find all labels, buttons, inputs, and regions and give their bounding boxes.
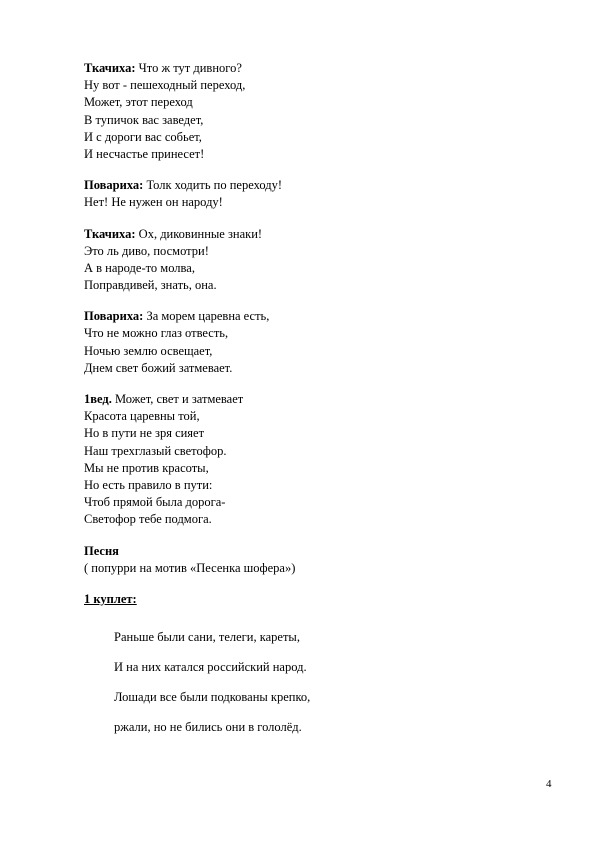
dialogue-block	[84, 60, 524, 163]
song-header	[84, 543, 524, 577]
speech-line: Днем свет божий затмевает.	[84, 360, 233, 375]
verse-label: 1 куплет:	[84, 591, 137, 606]
dialogue-first-line	[84, 177, 524, 194]
speech-line: Поправдивей, знать, она.	[84, 278, 217, 293]
speech-line: Нет! Не нужен он народу!	[84, 195, 223, 210]
speech-line: Чтоб прямой была дорога-	[84, 495, 226, 510]
speaker-name: Повариха:	[84, 309, 144, 324]
speaker-name: Ткачиха:	[84, 226, 136, 241]
dialogue-first-line	[84, 308, 524, 325]
dialogue-first-line	[84, 391, 524, 408]
speech-line: И с дороги вас собьет,	[84, 129, 202, 144]
song-title: Песня	[84, 543, 119, 558]
speaker-name: Повариха:	[84, 178, 144, 193]
speech-line: Это ль диво, посмотри!	[84, 243, 209, 258]
speaker-name: Ткачиха:	[84, 61, 136, 75]
dialogue-block	[84, 308, 524, 377]
speech-text: Ох, диковинные знаки!	[135, 226, 263, 241]
speech-line: Но есть правило в пути:	[84, 477, 213, 492]
speech-line: А в народе-то молва,	[84, 260, 195, 275]
verse-lines	[84, 622, 524, 742]
speech-line: Красота царевны той,	[84, 409, 200, 424]
dialogue-first-line	[84, 226, 524, 243]
song-verse	[84, 591, 524, 742]
speech-line: Светофор тебе подмога.	[84, 512, 212, 527]
speech-line: И несчастье принесет!	[84, 146, 205, 161]
verse-line: ржали, но не бились они в гололёд.	[114, 720, 302, 735]
page-number: 4	[546, 778, 552, 790]
dialogue-first-line	[84, 60, 524, 77]
song-subtitle: ( попурри на мотив «Песенка шофера»)	[84, 560, 296, 575]
dialogue-block	[84, 177, 524, 211]
speech-text: За морем царевна есть,	[143, 309, 270, 324]
verse-line: Раньше были сани, телеги, кареты,	[114, 630, 300, 645]
speech-line: Ну вот - пешеходный переход,	[84, 78, 246, 93]
dialogue-block	[84, 226, 524, 295]
speech-line: Но в пути не зря сияет	[84, 426, 205, 441]
speech-text: Толк ходить по переходу!	[143, 178, 283, 193]
speech-line: Может, этот переход	[84, 95, 193, 110]
speech-line: Что не можно глаз отвесть,	[84, 326, 229, 341]
speaker-name: 1вед.	[84, 392, 112, 406]
dialogue-block	[84, 391, 524, 529]
speech-line: В тупичок вас заведет,	[84, 112, 204, 127]
verse-line: И на них катался российский народ.	[114, 660, 307, 675]
speech-text: Может, свет и затмевает	[111, 392, 244, 406]
speech-text: Что ж тут дивного?	[135, 61, 242, 75]
verse-line: Лошади все были подкованы крепко,	[114, 690, 311, 705]
speech-line: Ночью землю освещает,	[84, 343, 213, 358]
speech-line: Наш трехглазый светофор.	[84, 443, 227, 458]
page-content	[84, 60, 524, 742]
speech-line: Мы не против красоты,	[84, 460, 209, 475]
